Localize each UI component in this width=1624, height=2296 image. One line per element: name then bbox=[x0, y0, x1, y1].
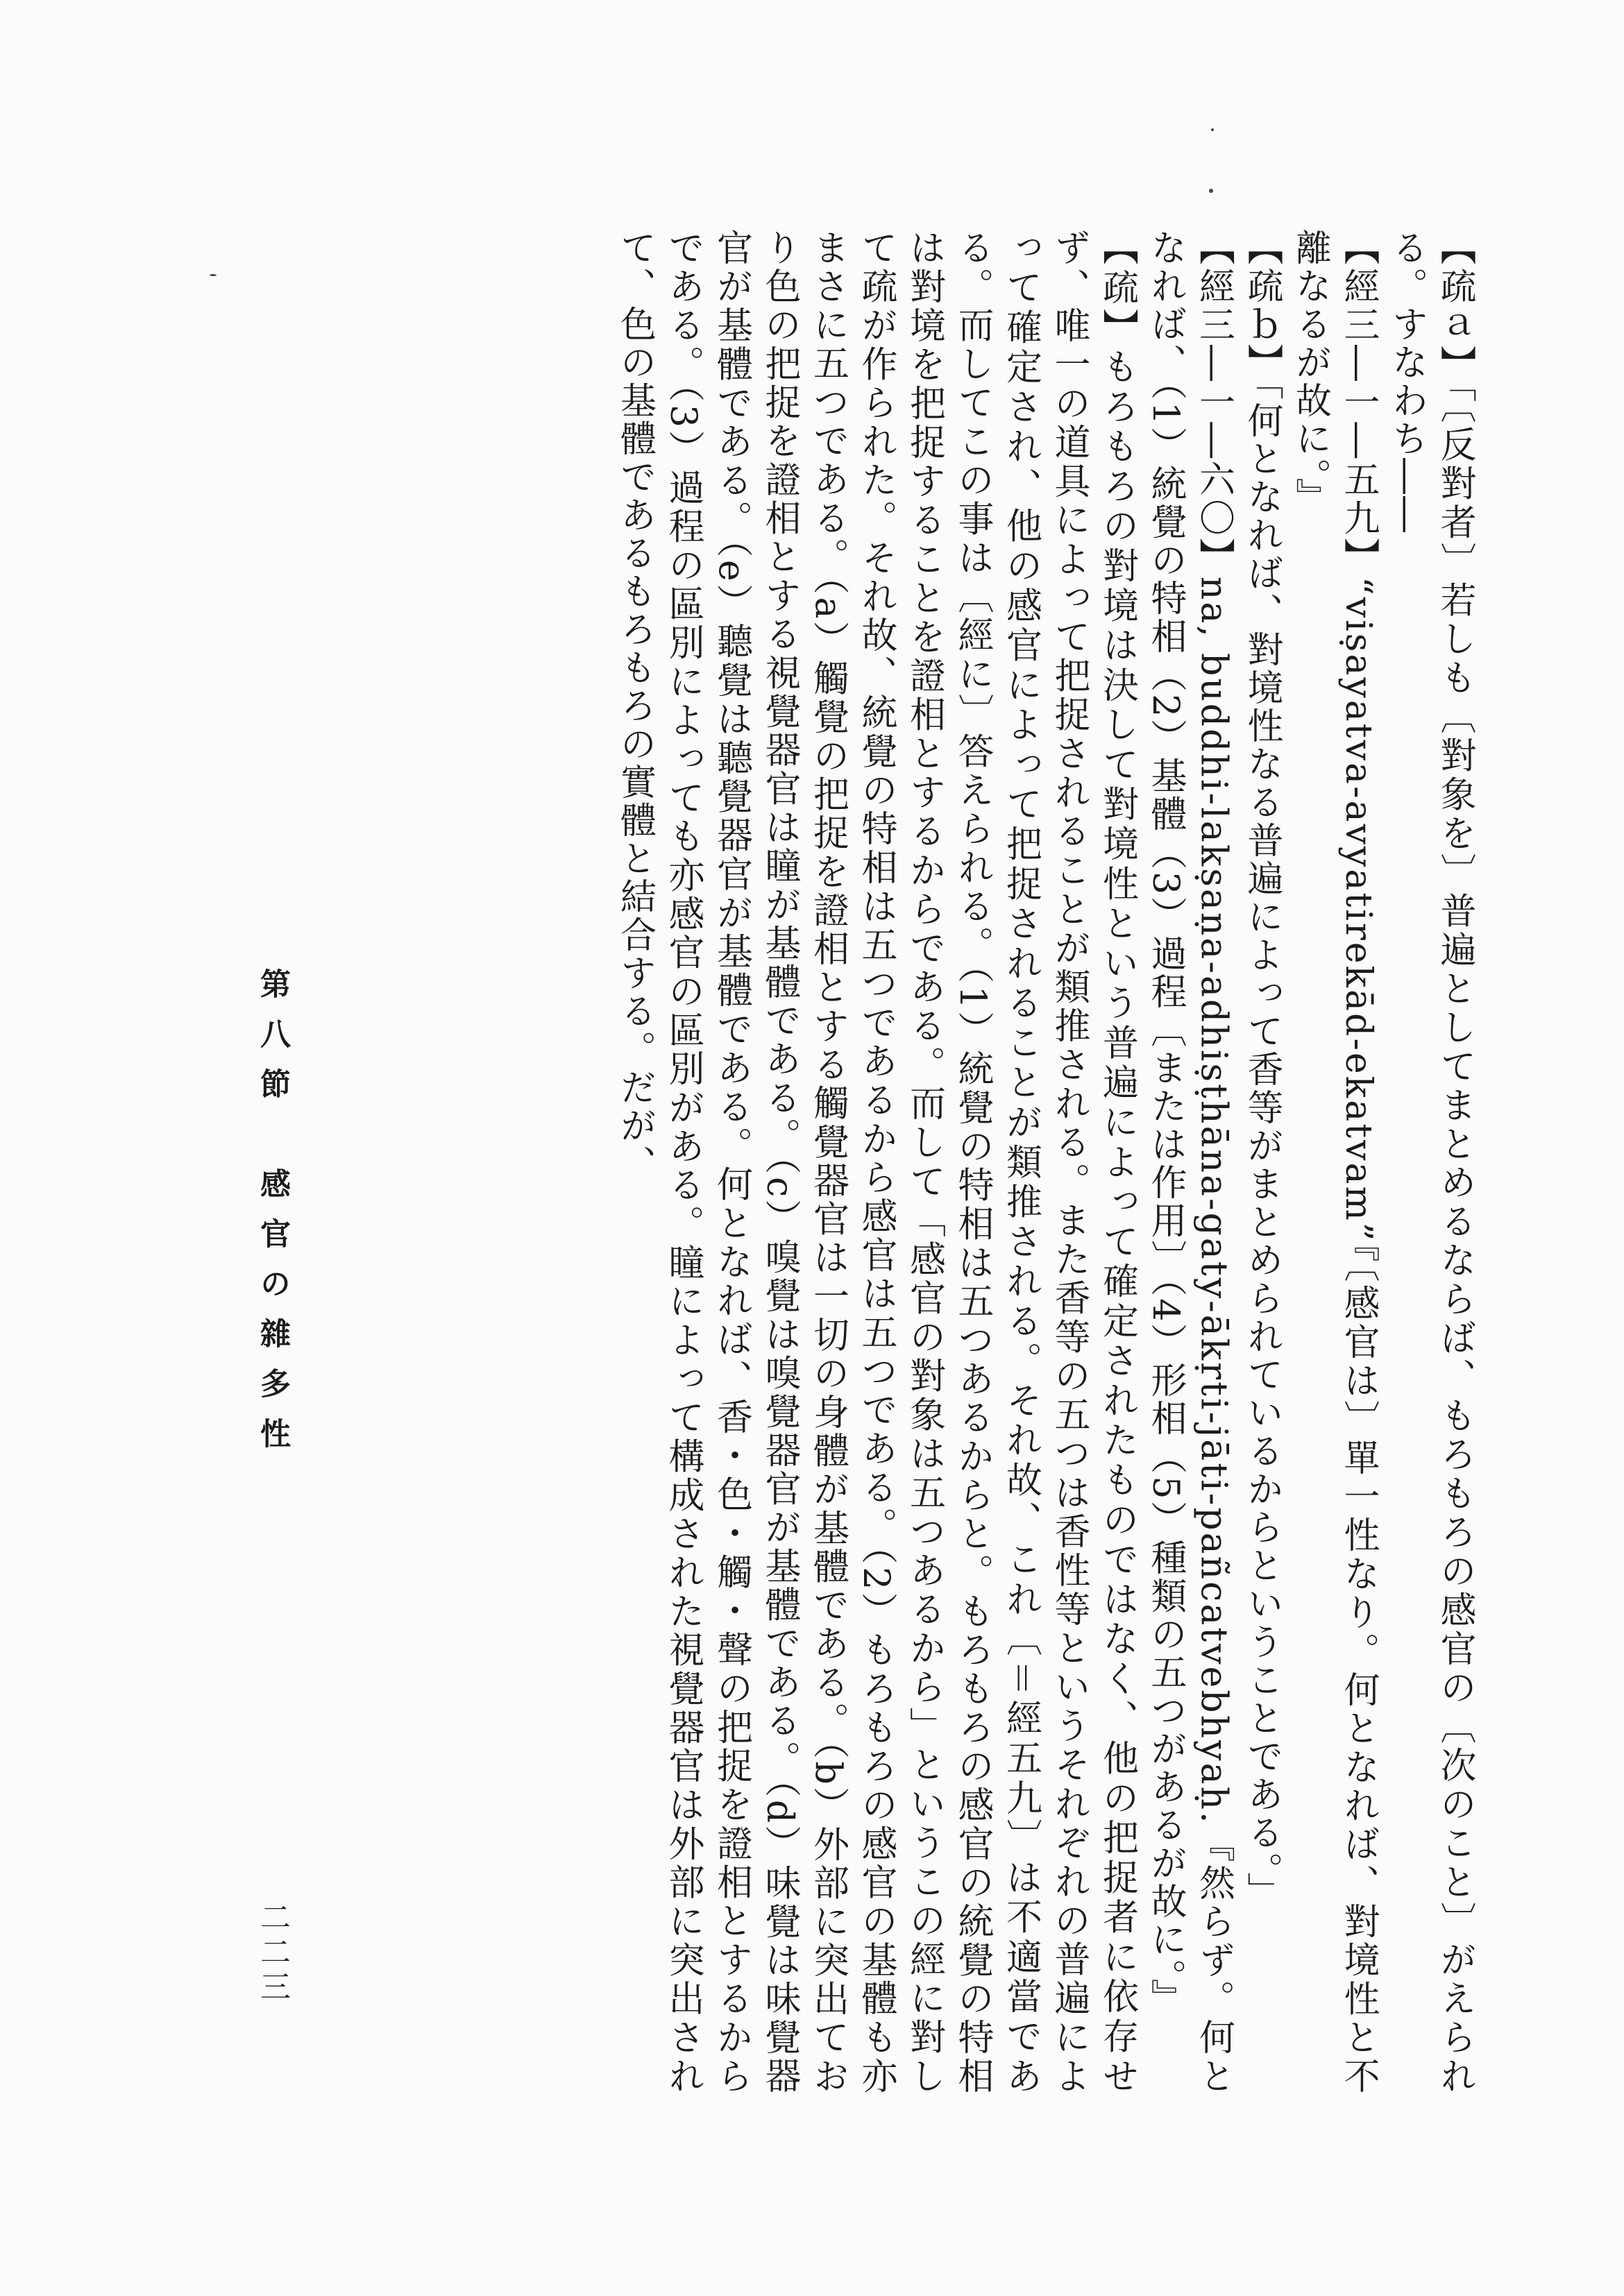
paragraph-sutra-3-1-59: 【經三―一―五九】“viṣayatva-avyatirekād-ekatvam”『〔感官は〕單一性なり。何となれば、對境性と不離なるが故に。』 bbox=[1289, 229, 1379, 2095]
running-head: 第八節 感官の雜多性 bbox=[255, 968, 290, 1468]
paragraph-sutra-3-1-60: 【經三―一―六〇】na, buddhi-lakṣaṇa-adhiṣṭhāna-gaty-ākṛti-jāti-pañcatvebhyaḥ.『然らず。何となれば、（1）統覺の特相（2）基體（3）過程〔または作用〕（4）形相（5）種類の五つがあるが故に。』 bbox=[1144, 229, 1235, 2095]
paragraph-commentary: 【疏】もろもろの對境は決して對境性という普遍によって確定されたものではなく、他の把捉者に依存せず、唯一の道具によって把捉されることが類推される。また香等の五つは香性等というそれぞれの普遍によって確定され、他の感官によって把捉されることが類推される。それ故、これ〔＝經五九〕は不適當である。而してこの事は〔經に〕答えられる。（1）統覺の特相は五つあるからと。もろもろの感官の統覺の特相は對境を把捉することを證相とするからである。而して「感官の對象は五つあるから」というこの經に對して疏が作られた。それ故、統覺の特相は五つであるから感官は五つである。（2）もろもろの感官の基體も亦まさに五つである。（a）觸覺の把捉を證相とする觸覺器官は一切の身體が基體である。（b）外部に突出ており色の把捉を證相とする視覺器官は瞳が基體である。（c）嗅覺は嗅覺器官が基體である。（d）味覺は味覺器官が基體である。（e）聽覺は聽覺器官が基體である。何となれば、香・色・觸・聲の把捉を證相とするからである。（3）過程の區別によっても亦感官の區別がある。瞳によって構成された視覺器官は外部に突出されて、色の基體であるもろもろの實體と結合する。だが、 bbox=[614, 229, 1138, 2096]
main-text bbox=[160, 229, 1478, 2095]
scan-speck bbox=[210, 274, 217, 276]
paragraph-commentary-a: 【疏ａ】「〔反對者〕若しも〔對象を〕普遍としてまとめるならば、もろもろの感官の〔次のこと〕がえられる。すなわち―― bbox=[1385, 229, 1475, 2095]
page-number: 二二三 bbox=[255, 1901, 290, 2005]
paragraph-commentary-b: 【疏ｂ】「何となれば、對境性なる普遍によって香等がまとめられているからということである。」 bbox=[1241, 229, 1283, 1910]
scan-speck bbox=[1209, 189, 1213, 193]
scan-speck bbox=[1211, 128, 1214, 131]
